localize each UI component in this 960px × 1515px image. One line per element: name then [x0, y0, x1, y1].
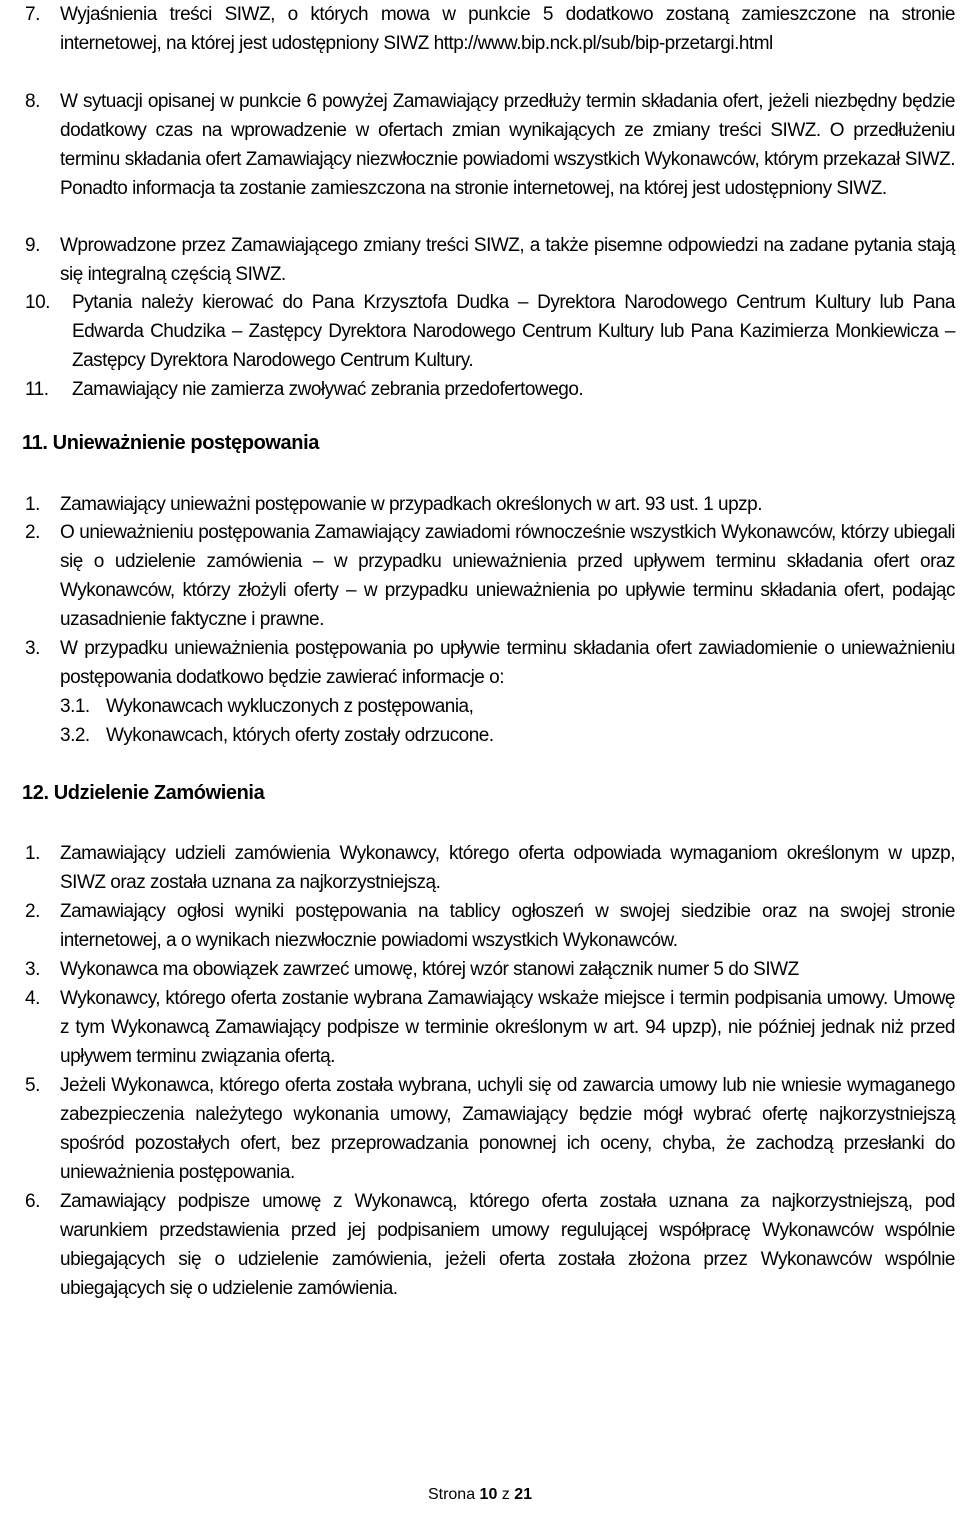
item-number: 3. — [25, 959, 40, 980]
item-number: 4. — [25, 988, 40, 1009]
item-number: 10. — [25, 292, 50, 313]
footer-separator: z — [501, 1486, 510, 1503]
page-footer — [0, 1486, 960, 1504]
footer-page-number: 10 — [479, 1486, 498, 1503]
sub-list-item — [60, 721, 760, 750]
item-number: 5. — [25, 1075, 40, 1096]
item-text: O unieważnieniu postępowania Zamawiający zawiadomi równocześnie wszystkich Wykonawców, którzy ubiegali się o udzielenie zamówienia – w przypadku unieważnienia przed upływem terminu składania ofert oraz Wykonawców, którzy złożyli oferty – w przypadku unieważnienia po upływie terminu składania ofert, podając uzasadnienie faktyczne i prawne. — [60, 522, 955, 630]
item-text: Zamawiający podpisze umowę z Wykonawcą, którego oferta została uznana za najkorzystniejszą, pod warunkiem przedstawienia przed jej podpisaniem umowy regulującej współpracę Wykonawców wspólnie ubiegających się o udzielenie zamówienia, jeżeli oferta została złożona przez Wykonawców wspólnie ubiegających się o udzielenie zamówienia. — [60, 1191, 955, 1299]
list-item — [25, 634, 955, 692]
item-number: 8. — [25, 91, 40, 112]
item-number: 1. — [25, 494, 40, 515]
list-item — [25, 1187, 955, 1303]
list-item — [25, 87, 955, 203]
list-item — [25, 231, 955, 289]
item-text: Wykonawca ma obowiązek zawrzeć umowę, której wzór stanowi załącznik numer 5 do SIWZ — [60, 959, 799, 980]
list-item — [25, 375, 955, 404]
item-text: W sytuacji opisanej w punkcie 6 powyżej Zamawiający przedłuży termin składania ofert, jeżeli niezbędny będzie dodatkowy czas na wprowadzenie w ofertach zmian wynikających ze zmiany treści SIWZ. O przedłużeniu terminu składania ofert Zamawiający niezwłocznie powiadomi wszystkich Wykonawców, którym przekazał SIWZ. Ponadto informacja ta zostanie zamieszczona na stronie internetowej, na której jest udostępniony SIWZ. — [60, 91, 955, 199]
item-text: Zamawiający ogłosi wyniki postępowania na tablicy ogłoszeń w swojej siedzibie oraz na swojej stronie internetowej, a o wynikach niezwłocznie powiadomi wszystkich Wykonawców. — [60, 901, 955, 951]
item-number: 3.1. — [60, 696, 90, 717]
item-number: 3. — [25, 638, 40, 659]
item-number: 11. — [25, 379, 49, 400]
item-number: 7. — [25, 4, 40, 25]
list-item — [25, 897, 955, 955]
list-item — [25, 288, 955, 375]
list-item — [25, 984, 955, 1071]
list-item — [25, 955, 955, 984]
list-item — [25, 518, 955, 634]
item-number: 2. — [25, 901, 40, 922]
sub-list-item — [60, 692, 760, 721]
item-text: Wykonawcy, którego oferta zostanie wybrana Zamawiający wskaże miejsce i termin podpisania umowy. Umowę z tym Wykonawcą Zamawiający podpisze w terminie określonym w art. 94 upzp), nie później jednak niż przed upływem terminu związania ofertą. — [60, 988, 955, 1067]
list-item — [25, 490, 955, 519]
footer-total-pages: 21 — [514, 1486, 533, 1503]
item-text: Wykonawcach wykluczonych z postępowania, — [106, 696, 474, 717]
item-text: Zamawiający unieważni postępowanie w przypadkach określonych w art. 93 ust. 1 upzp. — [60, 494, 762, 515]
item-text: Zamawiający nie zamierza zwoływać zebrania przedofertowego. — [72, 379, 584, 400]
list-item — [25, 1071, 955, 1187]
list-item — [25, 839, 955, 897]
section-heading: 12. Udzielenie Zamówienia — [22, 782, 265, 804]
item-number: 9. — [25, 235, 40, 256]
item-number: 3.2. — [60, 725, 90, 746]
item-text: W przypadku unieważnienia postępowania po upływie terminu składania ofert zawiadomienie o unieważnieniu postępowania dodatkowo będzie zawierać informacje o: — [60, 638, 955, 688]
list-item — [25, 0, 955, 58]
item-text: Wprowadzone przez Zamawiającego zmiany treści SIWZ, a także pisemne odpowiedzi na zadane pytania stają się integralną częścią SIWZ. — [60, 235, 955, 285]
item-text: Zamawiający udzieli zamówienia Wykonawcy, którego oferta odpowiada wymaganiom określonym w upzp, SIWZ oraz została uznana za najkorzystniejszą. — [60, 843, 955, 893]
item-number: 6. — [25, 1191, 40, 1212]
footer-prefix: Strona — [427, 1486, 476, 1503]
item-text: Wyjaśnienia treści SIWZ, o których mowa w punkcie 5 dodatkowo zostaną zamieszczone na stronie internetowej, na której jest udostępniony SIWZ http://www.bip.nck.pl/sub/bip-przetargi.html — [60, 4, 955, 54]
item-text: Jeżeli Wykonawca, którego oferta została wybrana, uchyli się od zawarcia umowy lub nie wniesie wymaganego zabezpieczenia należytego wykonania umowy, Zamawiający będzie mógł wybrać ofertę najkorzystniejszą spośród pozostałych ofert, bez przeprowadzania ponownej ich oceny, chyba, że zachodzą przesłanki do unieważnienia postępowania. — [60, 1075, 955, 1183]
item-text: Wykonawcach, których oferty zostały odrzucone. — [106, 725, 494, 746]
item-number: 2. — [25, 522, 40, 543]
item-number: 1. — [25, 843, 40, 864]
section-heading: 11. Unieważnienie postępowania — [22, 432, 319, 454]
item-text: Pytania należy kierować do Pana Krzysztofa Dudka – Dyrektora Narodowego Centrum Kultury lub Pana Edwarda Chudzika – Zastępcy Dyrektora Narodowego Centrum Kultury lub Pana Kazimierza Monkiewicza – Zastępcy Dyrektora Narodowego Centrum Kultury. — [72, 292, 955, 371]
